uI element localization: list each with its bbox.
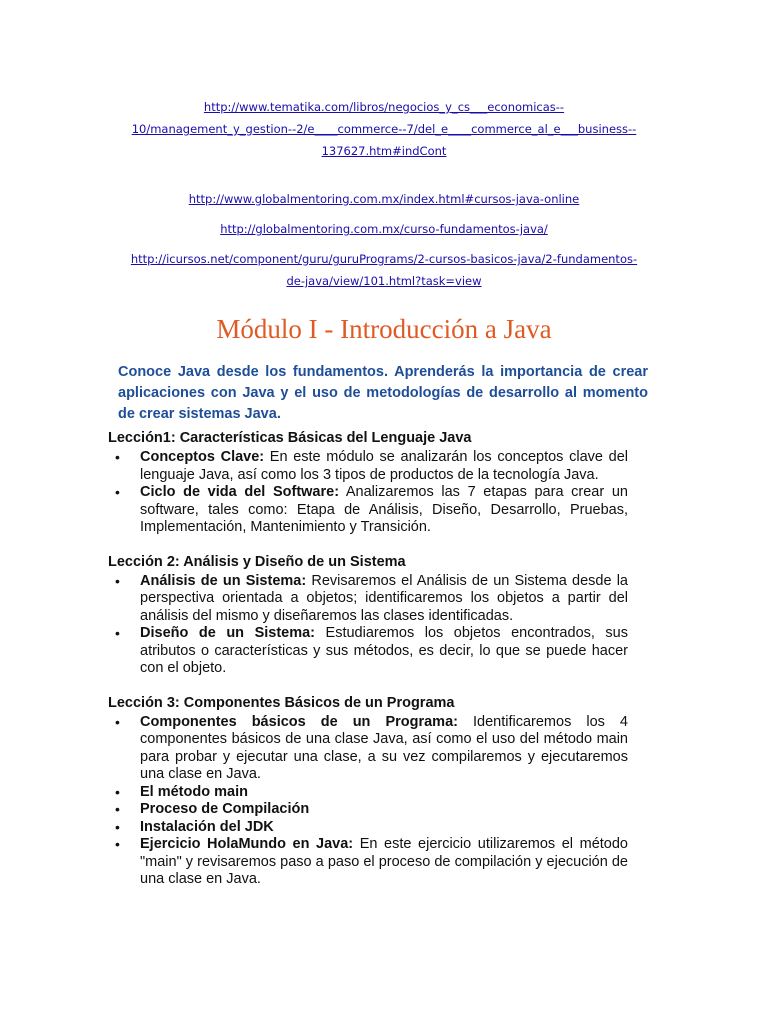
bullet-icon: • bbox=[115, 449, 120, 465]
lesson-items bbox=[108, 714, 628, 889]
item-term: Instalación del JDK bbox=[140, 818, 274, 835]
link-icursos-line-2[interactable]: de-java/view/101.html?task=view bbox=[286, 274, 482, 288]
item-text: Analizaremos las 7 etapas para crear un software, tales como: Etapa de Análisis, Diseño, Desarrollo, Pruebas, Implementación, Mantenimiento y Transición. bbox=[140, 484, 628, 535]
list-item bbox=[108, 784, 628, 802]
lesson-items bbox=[108, 573, 628, 678]
link-tematika-line-1[interactable]: http://www.tematika.com/libros/negocios_y_cs___economicas-- bbox=[203, 100, 565, 114]
lesson-3 bbox=[108, 695, 628, 889]
lesson-items bbox=[108, 449, 628, 537]
lesson-1 bbox=[108, 430, 628, 537]
list-item bbox=[108, 836, 628, 889]
item-term: Análisis de un Sistema: bbox=[140, 572, 307, 589]
item-text: Estudiaremos los objetos encontrados, sus atributos o características y sus métodos, es decir, lo que se puede hacer con el objeto. bbox=[140, 625, 628, 676]
lesson-title: Lección 3: Componentes Básicos de un Programa bbox=[108, 694, 455, 711]
link-tematika-line-2[interactable]: 10/management_y_gestion--2/e____commerce--7/del_e____commerce_al_e___business-- bbox=[131, 122, 637, 136]
link-globalmentoring-index[interactable]: http://www.globalmentoring.com.mx/index.html#cursos-java-online bbox=[188, 192, 580, 206]
list-item bbox=[108, 819, 628, 837]
item-text: Revisaremos el Análisis de un Sistema desde la perspectiva orientada a objetos; identificaremos los objetos a partir del análisis del mismo y diseñaremos las clases identificadas. bbox=[140, 572, 628, 624]
list-item bbox=[108, 714, 628, 784]
lesson-2 bbox=[108, 554, 628, 678]
item-text: En este ejercicio utilizaremos el método "main" y revisaremos paso a paso el proceso de compilación y ejecución de una clase en Java. bbox=[140, 836, 628, 887]
item-term: El método main bbox=[140, 783, 248, 800]
link-globalmentoring-curso[interactable]: http://globalmentoring.com.mx/curso-fundamentos-java/ bbox=[220, 222, 548, 236]
module-intro: Conoce Java desde los fundamentos. Aprenderás la importancia de crear aplicaciones con Java y el uso de metodologías de desarrollo al momento de crear sistemas Java. bbox=[118, 364, 648, 422]
list-item bbox=[108, 484, 628, 537]
item-text: Identificaremos los 4 componentes básicos de una clase Java, así como el uso del método main para probar y ejecutar una clase, a su vez compilaremos y ejecutaremos una clase en Java. bbox=[140, 713, 628, 782]
link-icursos-line-1[interactable]: http://icursos.net/component/guru/guruPrograms/2-cursos-basicos-java/2-fundamentos- bbox=[130, 252, 638, 266]
list-item bbox=[108, 449, 628, 484]
bullet-icon: • bbox=[115, 836, 120, 852]
item-text: En este módulo se analizarán los conceptos clave del lenguaje Java, así como los 3 tipos de productos de la tecnología Java. bbox=[140, 449, 628, 483]
item-term: Conceptos Clave: bbox=[140, 449, 265, 465]
link-tematika-line-3[interactable]: 137627.htm#indCont bbox=[321, 144, 447, 158]
list-item bbox=[108, 573, 628, 626]
lesson-title: Lección1: Características Básicas del Lenguaje Java bbox=[108, 430, 472, 446]
lesson-title: Lección 2: Análisis y Diseño de un Sistema bbox=[108, 553, 406, 570]
bullet-icon: • bbox=[115, 783, 120, 800]
bullet-icon: • bbox=[115, 713, 120, 730]
item-term: Proceso de Compilación bbox=[140, 801, 310, 817]
bullet-icon: • bbox=[115, 818, 120, 835]
item-term: Diseño de un Sistema: bbox=[140, 625, 316, 641]
bullet-icon: • bbox=[115, 625, 120, 641]
reference-links bbox=[0, 96, 768, 292]
item-term: Ejercicio HolaMundo en Java: bbox=[140, 836, 354, 852]
item-term: Componentes básicos de un Programa: bbox=[140, 713, 458, 730]
lessons-content bbox=[108, 430, 628, 906]
item-term: Ciclo de vida del Software: bbox=[140, 484, 340, 500]
bullet-icon: • bbox=[115, 484, 120, 500]
bullet-icon: • bbox=[115, 801, 120, 817]
module-title: Módulo I - Introducción a Java bbox=[216, 314, 552, 344]
bullet-icon: • bbox=[115, 572, 120, 589]
list-item bbox=[108, 801, 628, 819]
list-item bbox=[108, 625, 628, 678]
